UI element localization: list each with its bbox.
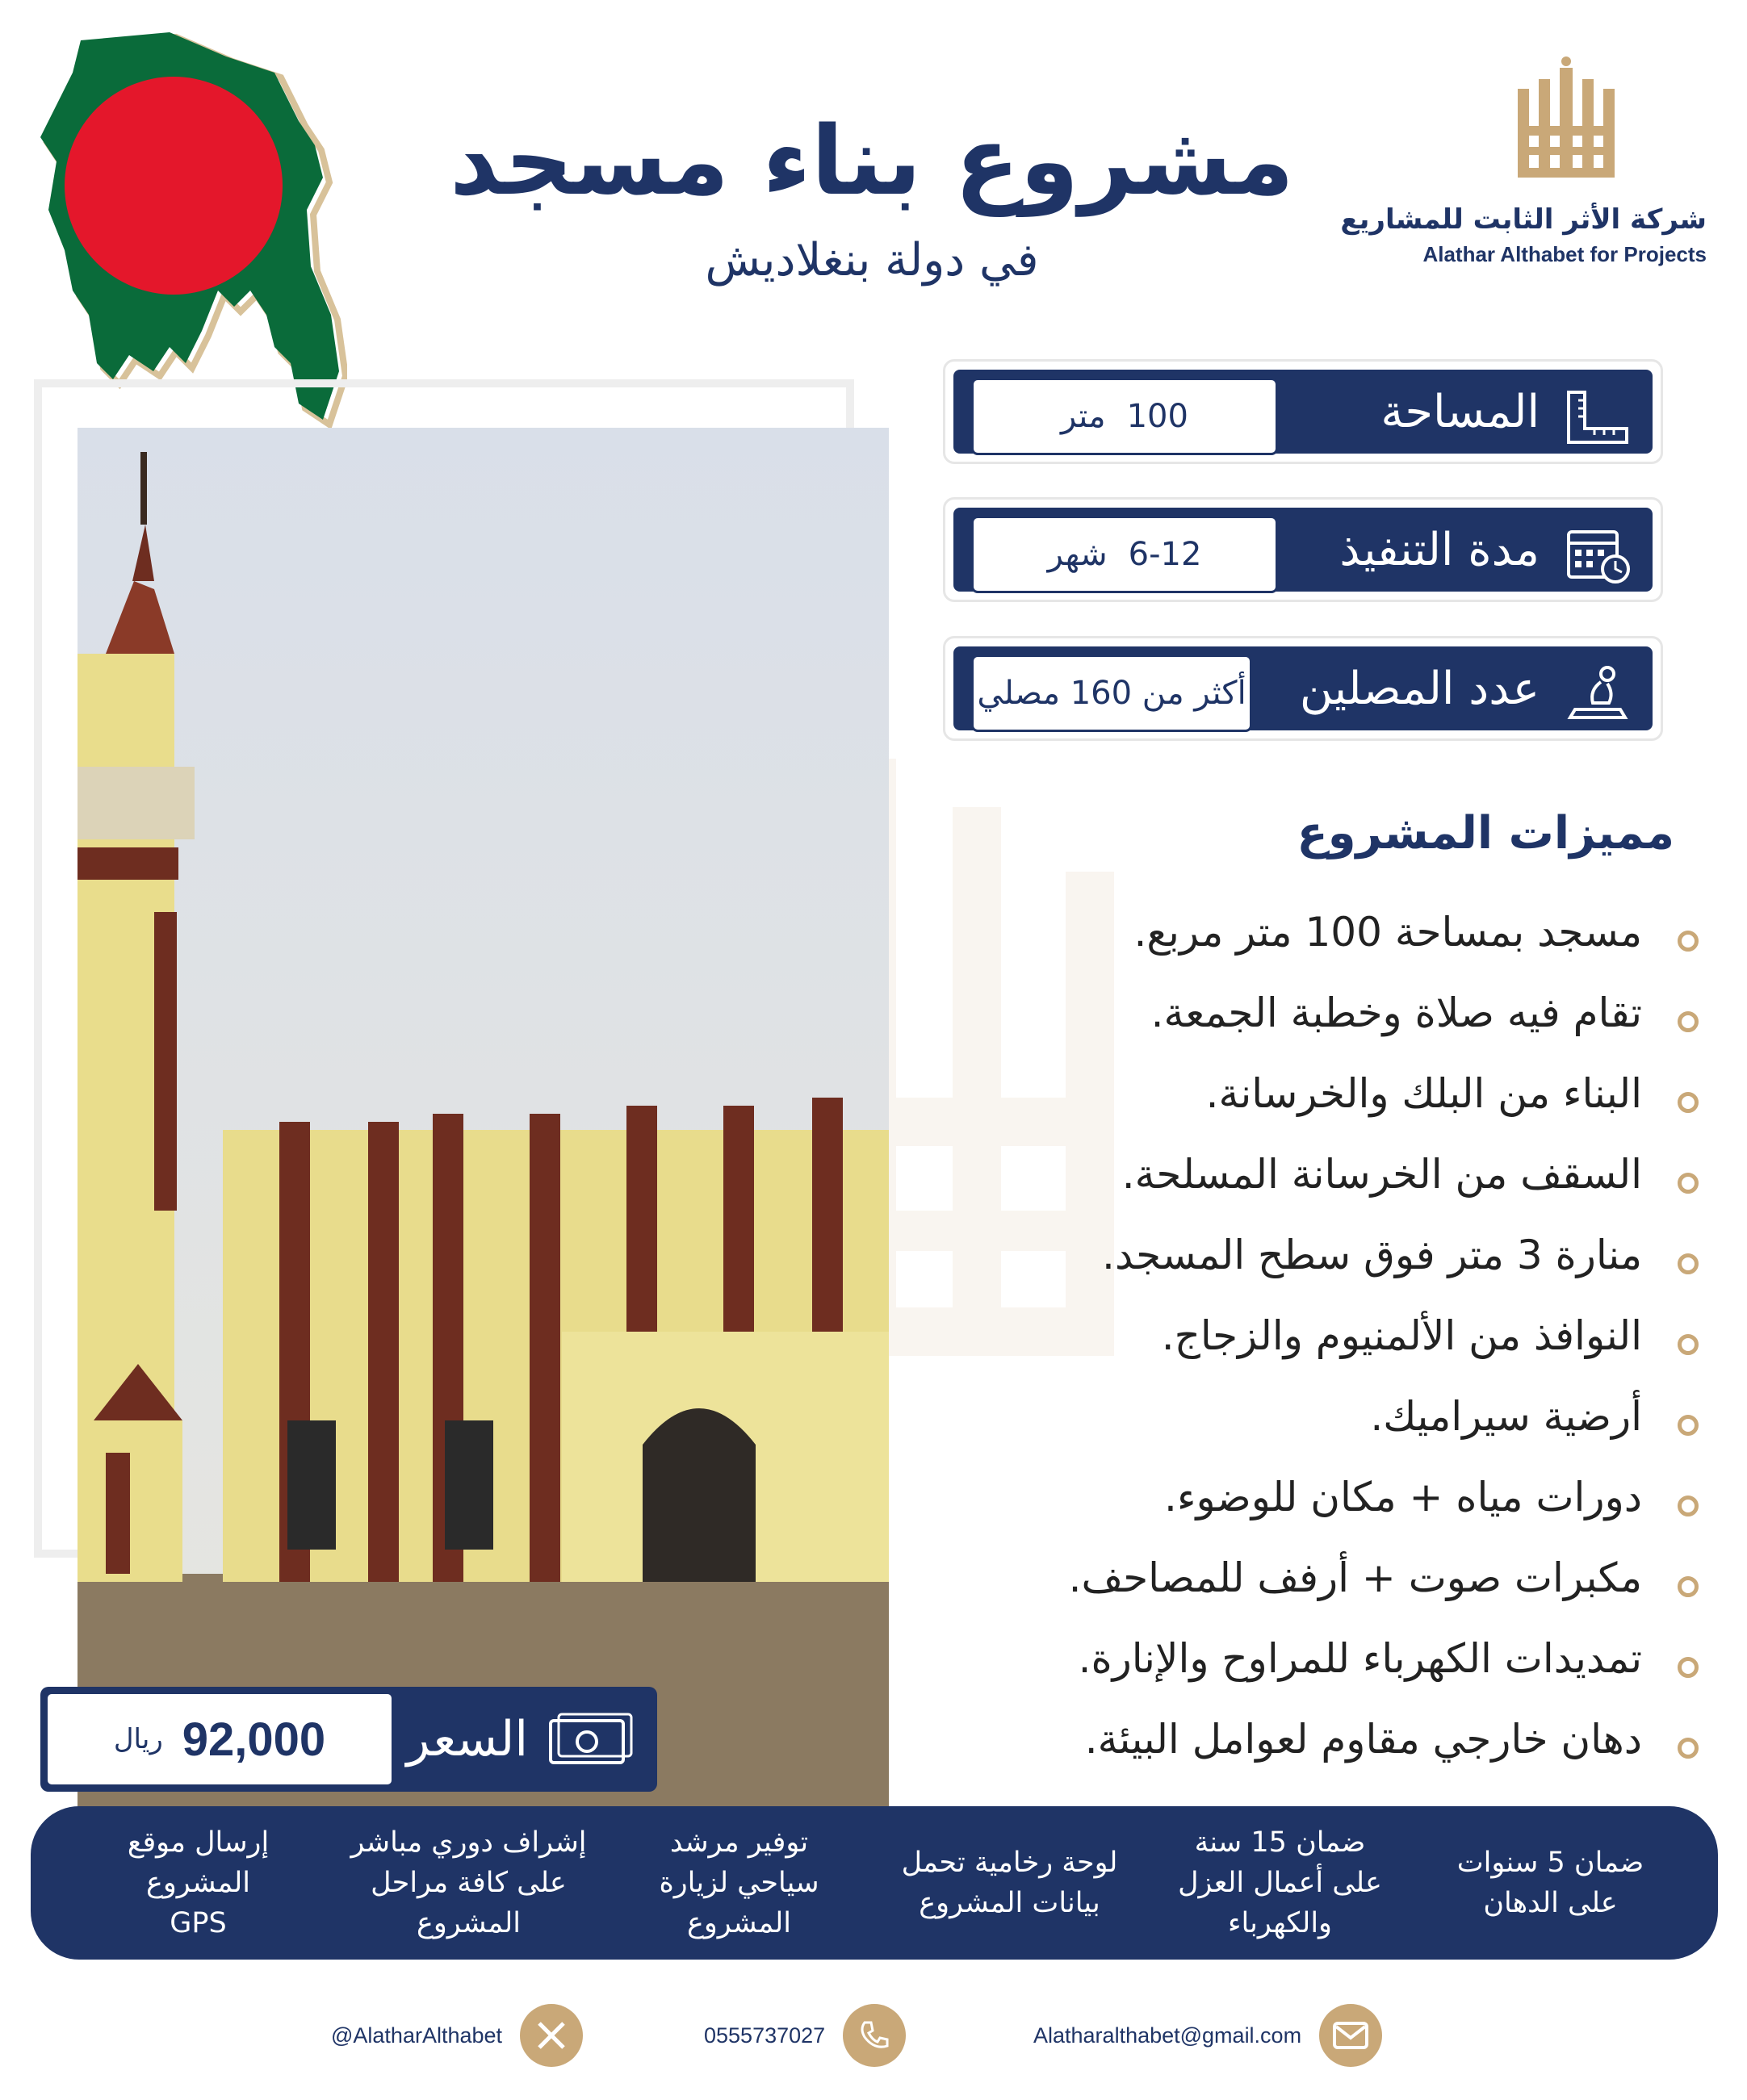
email-text[interactable]: Alatharalthabet@gmail.com	[1033, 2023, 1302, 2048]
price-currency: ريال	[113, 1723, 163, 1755]
bullet-icon	[1678, 1576, 1699, 1597]
twitter-contact[interactable]	[331, 2003, 583, 2068]
duration-label: مدة التنفيذ	[1339, 523, 1540, 576]
list-item: دهان خارجي مقاوم لعوامل البيئة.	[972, 1699, 1699, 1780]
guarantee-item: ضمان 5 سنوات على الدهان	[1456, 1847, 1644, 1919]
praying-person-icon	[1561, 661, 1635, 726]
list-item: السقف من الخرسانة المسلحة.	[972, 1134, 1699, 1215]
guarantee-item: إرسال موقع المشروع GPS	[127, 1826, 270, 1939]
guarantee-item: لوحة رخامية تحمل بيانات المشروع	[901, 1847, 1118, 1919]
worshippers-value-box	[971, 655, 1252, 732]
bullet-icon	[1678, 1253, 1699, 1274]
duration-value: 6-12	[1128, 536, 1202, 573]
email-contact[interactable]	[1033, 2003, 1382, 2068]
list-item: منارة 3 متر فوق سطح المسجد.	[972, 1215, 1699, 1295]
list-item: البناء من البلك والخرسانة.	[972, 1053, 1699, 1134]
area-unit: متر	[1061, 398, 1106, 435]
phone-text[interactable]: 0555737027	[704, 2023, 826, 2048]
phone-contact[interactable]	[704, 2003, 906, 2068]
company-name-english: Alathar Althabet for Projects	[1422, 242, 1707, 266]
price-value-box	[45, 1692, 394, 1787]
area-value: 100	[1126, 398, 1188, 435]
bullet-icon	[1678, 1334, 1699, 1355]
bullet-icon	[1678, 931, 1699, 952]
calendar-clock-icon	[1561, 522, 1635, 587]
list-item: أرضية سيراميك.	[972, 1376, 1699, 1457]
bullet-icon	[1678, 1092, 1699, 1113]
list-item: مسجد بمساحة 100 متر مربع.	[972, 892, 1699, 973]
bullet-icon	[1678, 1738, 1699, 1759]
list-item: تقام فيه صلاة وخطبة الجمعة.	[972, 973, 1699, 1053]
price-box	[40, 1687, 657, 1792]
page-title: مشروع بناء مسجد	[449, 105, 1295, 216]
phone-icon	[843, 2004, 906, 2067]
area-value-box	[971, 378, 1278, 455]
x-twitter-icon	[520, 2004, 583, 2067]
bullet-icon	[1678, 1415, 1699, 1436]
bullet-icon	[1678, 1496, 1699, 1516]
duration-value-box	[971, 516, 1278, 593]
duration-unit: شهر	[1047, 536, 1108, 573]
company-logo-icon	[1510, 56, 1623, 186]
area-card	[943, 359, 1663, 464]
price-label: السعر	[406, 1711, 528, 1767]
guarantees-bar	[31, 1806, 1718, 1960]
company-name-arabic: شركة الأثر الثابت للمشاريع	[1340, 203, 1707, 236]
duration-card	[943, 497, 1663, 602]
ruler-square-icon	[1561, 384, 1635, 449]
page-subtitle: في دولة بنغلاديش	[705, 234, 1039, 287]
bullet-icon	[1678, 1173, 1699, 1194]
worshippers-label: عدد المصلين	[1299, 662, 1540, 715]
list-item: النوافذ من الألمنيوم والزجاج.	[972, 1295, 1699, 1376]
worshippers-card	[943, 636, 1663, 741]
price-value: 92,000	[182, 1713, 326, 1766]
list-item: دورات مياه + مكان للوضوء.	[972, 1457, 1699, 1537]
area-label: المساحة	[1380, 385, 1540, 438]
mosque-photo	[78, 428, 889, 1808]
guarantee-item: ضمان 15 سنة على أعمال العزل والكهرباء	[1178, 1826, 1382, 1939]
features-list	[972, 892, 1699, 1780]
mail-icon	[1319, 2004, 1382, 2067]
bullet-icon	[1678, 1657, 1699, 1678]
worshippers-value: أكثر من 160 مصلي	[977, 675, 1246, 712]
features-title: مميزات المشروع	[1297, 807, 1674, 860]
mosque-illustration	[78, 428, 889, 1808]
bangladesh-flag-map	[32, 24, 347, 428]
bullet-icon	[1678, 1011, 1699, 1032]
guarantee-item: إشراف دوري مباشر على كافة مراحل المشروع	[350, 1826, 587, 1939]
list-item: مكبرات صوت + أرفف للمصاحف.	[972, 1537, 1699, 1618]
money-icon	[546, 1709, 635, 1771]
list-item: تمديدات الكهرباء للمراوح والإنارة.	[972, 1618, 1699, 1699]
guarantee-item: توفير مرشد سياحي لزيارة المشروع	[659, 1826, 819, 1939]
twitter-handle[interactable]: @AlatharAlthabet	[331, 2023, 503, 2048]
